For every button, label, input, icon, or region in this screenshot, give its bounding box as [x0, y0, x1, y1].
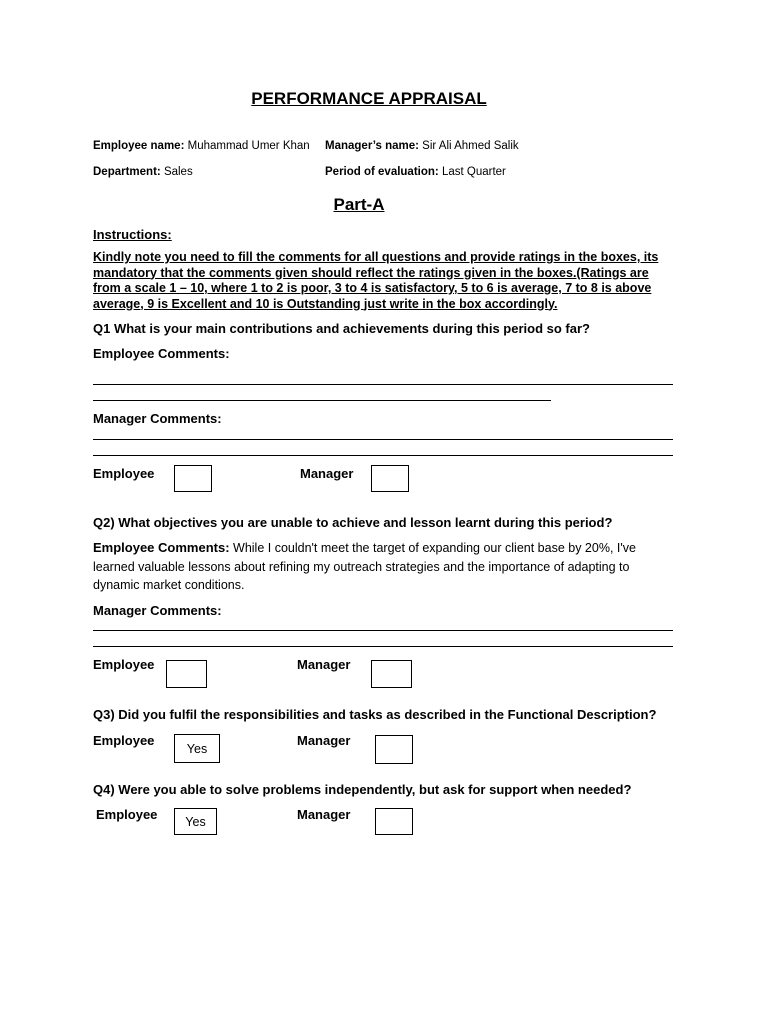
q2-manager-comments-label: Manager Comments:	[93, 603, 222, 618]
q3-employee-rating-box[interactable]: Yes	[174, 734, 220, 763]
employee-name-label: Employee name:	[93, 140, 185, 152]
q1-employee-comment-line[interactable]	[93, 400, 551, 401]
q2-employee-comment-text[interactable]: While I couldn't meet the target of expanding our client base by 20%, I've learned valuable lessons about refining my outreach strategies and the importance of adapting to dynamic market conditions.	[93, 541, 636, 592]
instructions-body: Kindly note you need to fill the comments for all questions and provide ratings in the boxes, its mandatory that the comments given should reflect the ratings given in the boxes.(Ratings are from a scale 1 – 10, where 1 to 2 is poor, 3 to 4 is satisfactory, 5 to 6 is average, 7 to 8 is above average, 9 is Excellent and 10 is Outstanding just write in the box accordingly.	[93, 250, 659, 311]
q4-employee-label: Employee	[96, 807, 158, 822]
manager-name-field	[325, 140, 519, 152]
department-label: Department:	[93, 166, 161, 178]
period-value[interactable]: Last Quarter	[441, 166, 506, 178]
q4-employee-rating-box[interactable]: Yes	[174, 808, 217, 835]
period-label: Period of evaluation:	[325, 166, 439, 178]
q4-manager-rating-box[interactable]	[375, 808, 413, 835]
q3-manager-label: Manager	[297, 733, 351, 748]
question-4: Q4) Were you able to solve problems independently, but ask for support when needed?	[93, 782, 632, 797]
page-title: PERFORMANCE APPRAISAL	[251, 89, 487, 108]
q2-employee-label: Employee	[93, 657, 155, 672]
q1-manager-comments-label: Manager Comments:	[93, 411, 222, 426]
q1-employee-comments-label: Employee Comments:	[93, 346, 230, 361]
q1-manager-label: Manager	[300, 466, 354, 481]
employee-name-value[interactable]: Muhammad Umer Khan	[187, 140, 310, 152]
q1-employee-rating-box[interactable]	[174, 465, 212, 492]
q2-employee-rating-box[interactable]	[166, 660, 207, 688]
employee-name-field	[93, 140, 310, 152]
manager-name-value[interactable]: Sir Ali Ahmed Salik	[422, 140, 519, 152]
q3-manager-rating-box[interactable]	[375, 735, 413, 764]
q1-manager-comment-line[interactable]	[93, 439, 673, 440]
department-field	[93, 166, 193, 178]
q2-manager-comment-line[interactable]	[93, 630, 673, 631]
q1-employee-label: Employee	[93, 466, 155, 481]
q2-manager-rating-box[interactable]	[371, 660, 412, 688]
q1-employee-comment-line[interactable]	[93, 384, 673, 385]
question-3: Q3) Did you fulfil the responsibilities and tasks as described in the Functional Description?	[93, 707, 657, 722]
q2-manager-comment-line[interactable]	[93, 646, 673, 647]
department-value[interactable]: Sales	[163, 166, 193, 178]
q3-employee-label: Employee	[93, 733, 155, 748]
q1-manager-comment-line[interactable]	[93, 455, 673, 456]
period-field	[325, 166, 506, 178]
question-1: Q1 What is your main contributions and achievements during this period so far?	[93, 321, 590, 336]
question-2: Q2) What objectives you are unable to achieve and lesson learnt during this period?	[93, 515, 613, 530]
q1-manager-rating-box[interactable]	[371, 465, 409, 492]
q2-manager-label: Manager	[297, 657, 351, 672]
part-heading: Part-A	[333, 195, 385, 214]
q2-employee-comments-label: Employee Comments:	[93, 540, 230, 555]
q4-manager-label: Manager	[297, 807, 351, 822]
q2-employee-comments	[93, 539, 673, 595]
manager-name-label: Manager’s name:	[325, 140, 419, 152]
instructions-heading: Instructions:	[93, 227, 172, 242]
